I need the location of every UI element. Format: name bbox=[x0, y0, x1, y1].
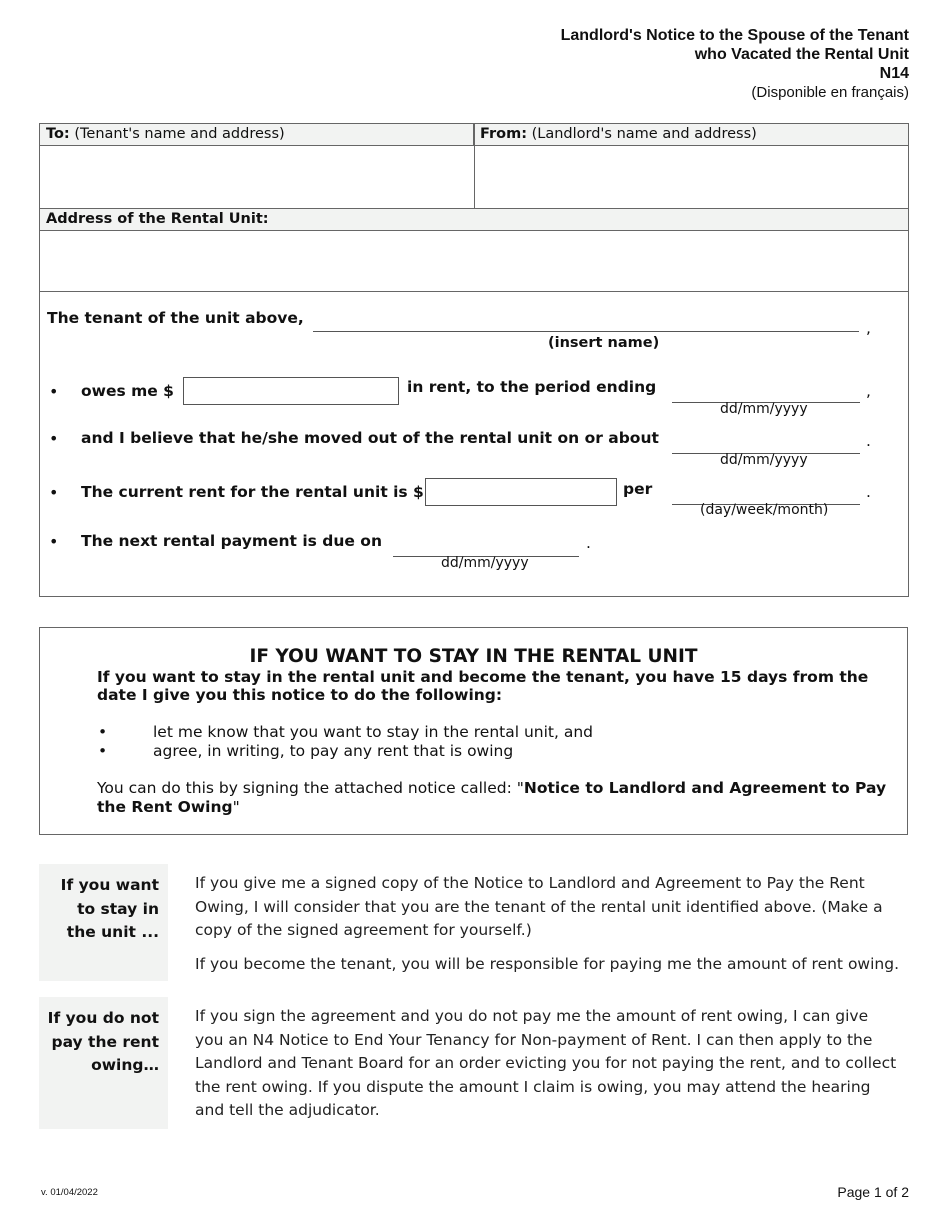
sign-notice-title-end: the Rent Owing bbox=[97, 798, 233, 816]
per-label: per bbox=[623, 480, 653, 498]
bullet: • bbox=[49, 429, 59, 448]
address-header bbox=[40, 208, 908, 231]
current-rent-period: . bbox=[866, 483, 871, 501]
stay-intro-line1: If you want to stay in the rental unit and become the tenant, you have 15 days from the bbox=[97, 668, 869, 686]
bullet: • bbox=[49, 532, 59, 551]
sign-instruction-line1 bbox=[97, 779, 886, 797]
next-payment-period: . bbox=[586, 534, 591, 552]
side-label-line: pay the rent bbox=[51, 1032, 159, 1051]
tenant-name-input[interactable] bbox=[313, 331, 859, 332]
current-rent-input[interactable] bbox=[425, 478, 617, 506]
address-field[interactable] bbox=[40, 230, 908, 291]
rent-owing-input[interactable] bbox=[183, 377, 399, 405]
paragraph-line: Owing, I will consider that you are the tenant of the rental unit identified above. (Make a bbox=[195, 897, 883, 916]
stay-intro-line2: date I give you this notice to do the following: bbox=[97, 686, 503, 704]
next-payment-date-hint: dd/mm/yyyy bbox=[441, 555, 529, 571]
period-ending-comma: , bbox=[866, 382, 871, 400]
current-rent-label: The current rent for the rental unit is $ bbox=[81, 483, 424, 501]
paragraph-line: and tell the adjudicator. bbox=[195, 1101, 380, 1119]
form-header bbox=[561, 26, 909, 102]
to-field[interactable] bbox=[40, 146, 473, 208]
from-label: From: bbox=[480, 126, 527, 142]
tenant-intro: The tenant of the unit above, bbox=[47, 309, 304, 327]
side-label-line: the unit ... bbox=[66, 923, 159, 941]
side-label-line: owing… bbox=[91, 1056, 159, 1074]
from-header bbox=[474, 124, 908, 146]
french-availability-note: (Disponible en français) bbox=[751, 84, 909, 101]
to-hint: (Tenant's name and address) bbox=[74, 126, 285, 142]
sign-suffix: " bbox=[232, 798, 240, 816]
to-header bbox=[40, 124, 474, 146]
stay-item-1: let me know that you want to stay in the rental unit, and bbox=[153, 723, 594, 741]
stay-in-unit-box bbox=[39, 627, 908, 835]
bullet: • bbox=[98, 742, 108, 760]
moved-out-period: . bbox=[866, 432, 871, 450]
tenant-name-comma: , bbox=[866, 319, 871, 337]
side-label-stay bbox=[39, 864, 168, 981]
sign-prefix: You can do this by signing the attached notice called: " bbox=[97, 779, 524, 797]
stay-item-2: agree, in writing, to pay any rent that is owing bbox=[153, 742, 514, 760]
form-title-line2: who Vacated the Rental Unit bbox=[694, 46, 909, 63]
sign-notice-title: Notice to Landlord and Agreement to Pay bbox=[523, 779, 887, 797]
from-field[interactable] bbox=[475, 146, 908, 208]
side-label-not-pay bbox=[39, 997, 168, 1129]
side-label-line: If you do not bbox=[47, 1009, 159, 1027]
bullet: • bbox=[49, 382, 59, 401]
paragraph-line: copy of the signed agreement for yourself.) bbox=[195, 921, 532, 939]
paragraph-line: Landlord and Tenant Board for an order evicting you for not paying the rent, and to collect bbox=[195, 1054, 897, 1072]
bullet: • bbox=[49, 483, 59, 502]
stay-consequence-text bbox=[195, 872, 910, 976]
rent-period-label: in rent, to the period ending bbox=[407, 378, 657, 396]
responsibility-line: If you become the tenant, you will be responsible for paying me the amount of rent owing. bbox=[195, 954, 899, 973]
version-number: v. 01/04/2022 bbox=[41, 1187, 98, 1198]
page-number: Page 1 of 2 bbox=[837, 1184, 909, 1200]
paragraph-line: the rent owing. If you dispute the amount I claim is owing, you may attend the hearing bbox=[195, 1077, 871, 1096]
address-bottom-divider bbox=[40, 291, 908, 292]
from-hint: (Landlord's name and address) bbox=[531, 126, 757, 142]
insert-name-hint: (insert name) bbox=[548, 335, 660, 351]
form-code: N14 bbox=[879, 65, 909, 82]
non-payment-consequence-text bbox=[195, 1005, 910, 1123]
period-ending-date-hint: dd/mm/yyyy bbox=[720, 401, 808, 417]
moved-out-date-hint: dd/mm/yyyy bbox=[720, 452, 808, 468]
bullet: • bbox=[98, 723, 108, 741]
owes-label: owes me $ bbox=[81, 382, 174, 400]
next-payment-label: The next rental payment is due on bbox=[81, 532, 382, 550]
notice-details-box bbox=[39, 123, 909, 597]
sign-instruction-line2 bbox=[97, 798, 240, 816]
side-label-line: to stay in bbox=[77, 899, 159, 918]
moved-out-label: and I believe that he/she moved out of the rental unit on or about bbox=[81, 429, 659, 447]
to-label: To: bbox=[46, 126, 70, 142]
paragraph-line: you an N4 Notice to End Your Tenancy for Non-payment of Rent. I can then apply to the bbox=[195, 1030, 873, 1049]
side-label-line: If you want bbox=[60, 876, 159, 894]
address-label: Address of the Rental Unit: bbox=[46, 211, 269, 227]
rent-period-hint: (day/week/month) bbox=[700, 502, 829, 518]
stay-heading: IF YOU WANT TO STAY IN THE RENTAL UNIT bbox=[249, 646, 698, 667]
paragraph-line: If you sign the agreement and you do not pay me the amount of rent owing, I can give bbox=[195, 1007, 869, 1025]
paragraph-line: If you give me a signed copy of the Notice to Landlord and Agreement to Pay the Rent bbox=[195, 874, 865, 892]
form-title-line1: Landlord's Notice to the Spouse of the Tenant bbox=[560, 27, 909, 44]
